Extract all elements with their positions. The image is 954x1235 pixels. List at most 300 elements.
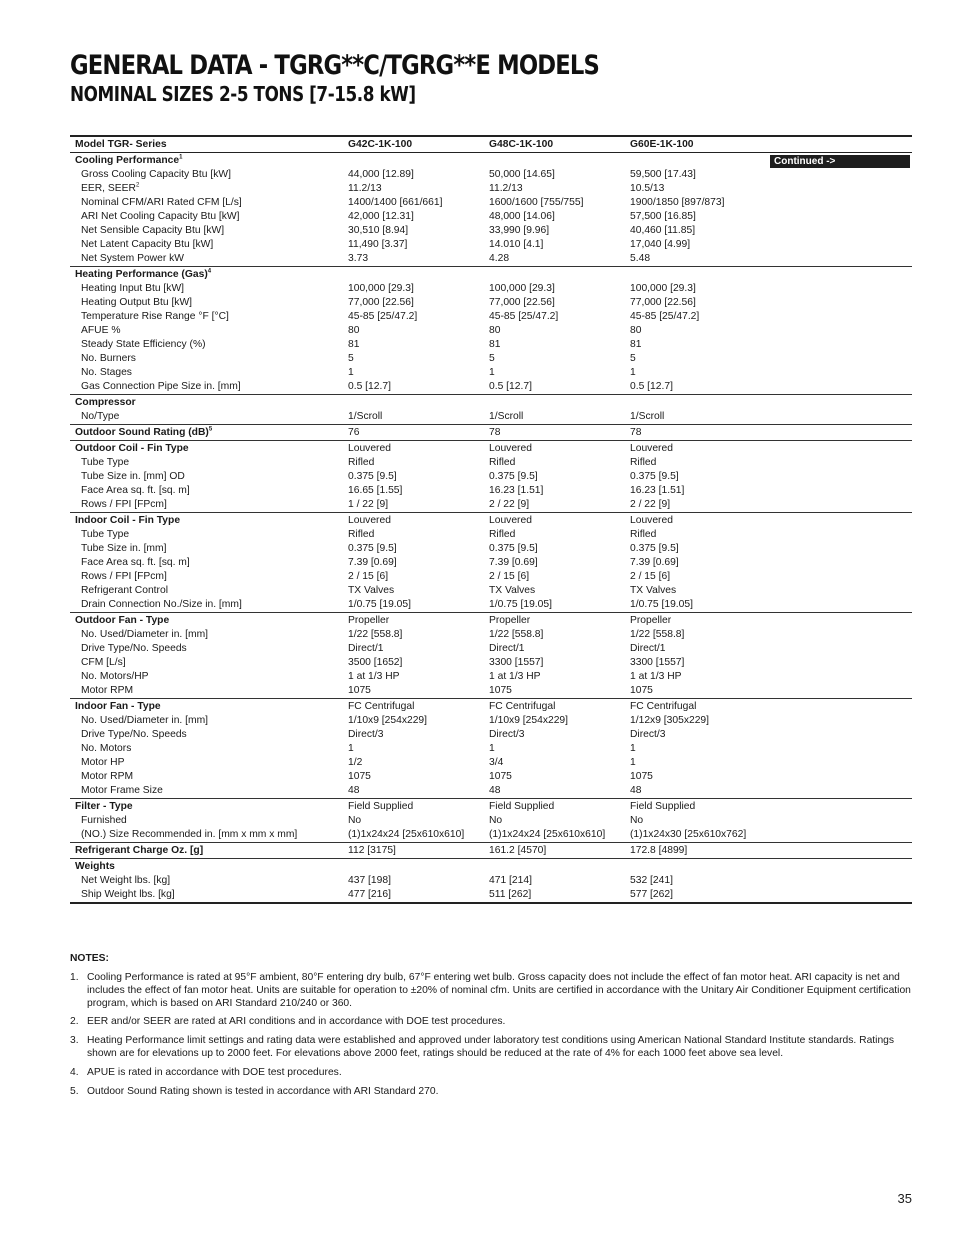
section-value-cell: 161.2 [4570] bbox=[487, 843, 628, 859]
spacer-cell bbox=[768, 310, 912, 324]
section-title-text: Indoor Fan - Type bbox=[75, 701, 161, 712]
row-value-cell: Rifled bbox=[348, 457, 375, 468]
row-value-cell: 0.5 [12.7] bbox=[348, 381, 391, 392]
row-label-text: Motor RPM bbox=[81, 771, 134, 782]
section-value-cell: Louvered bbox=[628, 513, 768, 529]
spacer-cell bbox=[768, 642, 912, 656]
section-header-row bbox=[70, 513, 912, 529]
table-row bbox=[70, 224, 912, 238]
row-value-cell: 77,000 [22.56] bbox=[348, 297, 414, 308]
row-label bbox=[70, 324, 346, 338]
table-row bbox=[70, 484, 912, 498]
row-value-cell: 1 bbox=[489, 743, 495, 754]
row-label-text: Face Area sq. ft. [sq. m] bbox=[81, 557, 190, 568]
section-value-cell: FC Centrifugal bbox=[487, 699, 628, 715]
table-row bbox=[70, 366, 912, 380]
row-value-cell: 1 bbox=[489, 367, 495, 378]
row-value-cell: 11.2/13 bbox=[489, 183, 523, 194]
table-row bbox=[70, 252, 912, 267]
row-value-cell: 1 / 22 [9] bbox=[348, 499, 389, 510]
section-title-text: Refrigerant Charge Oz. [g] bbox=[75, 845, 204, 856]
row-label bbox=[70, 642, 346, 656]
row-value-cell: (1)1x24x24 [25x610x610] bbox=[348, 829, 465, 840]
row-label bbox=[70, 770, 346, 784]
section-value-cell bbox=[628, 267, 768, 283]
row-label-text: Steady State Efficiency (%) bbox=[81, 339, 206, 350]
row-label bbox=[70, 714, 346, 728]
column-header: G42C-1K-100 bbox=[346, 136, 487, 153]
row-value-cell: 1 bbox=[348, 367, 354, 378]
row-value-cell: 1075 bbox=[489, 771, 512, 782]
note-item bbox=[70, 1016, 912, 1029]
row-value-cell: TX Valves bbox=[489, 585, 536, 596]
row-label bbox=[70, 628, 346, 642]
section-header-row bbox=[70, 843, 912, 859]
row-label bbox=[70, 196, 346, 210]
table-row bbox=[70, 168, 912, 182]
spacer-cell bbox=[768, 196, 912, 210]
table-row bbox=[70, 456, 912, 470]
spacer-cell bbox=[768, 380, 912, 395]
spacer-cell bbox=[768, 338, 912, 352]
row-value-cell: 511 [262] bbox=[489, 889, 532, 900]
spacer-cell bbox=[768, 570, 912, 584]
table-row bbox=[70, 470, 912, 484]
spacer-cell bbox=[768, 456, 912, 470]
note-item bbox=[70, 1086, 912, 1099]
row-value-cell: 3.73 bbox=[348, 253, 369, 264]
note-item bbox=[70, 1035, 912, 1061]
row-value-cell: 477 [216] bbox=[348, 889, 391, 900]
footnote-marker: 1 bbox=[179, 154, 183, 161]
row-label bbox=[70, 470, 346, 484]
row-label bbox=[70, 310, 346, 324]
row-value-cell: 81 bbox=[348, 339, 360, 350]
spacer-cell bbox=[768, 814, 912, 828]
row-value-cell: 0.375 [9.5] bbox=[630, 471, 679, 482]
row-label-text: Rows / FPI [FPcm] bbox=[81, 499, 167, 510]
table-row bbox=[70, 196, 912, 210]
table-row bbox=[70, 310, 912, 324]
row-value-cell: Direct/1 bbox=[489, 643, 525, 654]
row-value-cell: (1)1x24x30 [25x610x762] bbox=[630, 829, 747, 840]
row-value-cell: 81 bbox=[630, 339, 642, 350]
row-value-cell: 33,990 [9.96] bbox=[489, 225, 550, 236]
footnote-marker: 5 bbox=[208, 426, 213, 433]
table-row bbox=[70, 670, 912, 684]
section-title-text: Outdoor Sound Rating (dB) bbox=[75, 427, 209, 438]
row-value-cell: 48 bbox=[348, 785, 360, 796]
row-value-cell: 40,460 [11.85] bbox=[630, 225, 696, 236]
row-label bbox=[70, 484, 346, 498]
row-label-text: Net Latent Capacity Btu [kW] bbox=[81, 239, 214, 250]
section-value-cell bbox=[487, 153, 628, 169]
spacer-cell bbox=[768, 484, 912, 498]
row-value-cell: 16.65 [1.55] bbox=[348, 485, 403, 496]
spacer-cell bbox=[768, 584, 912, 598]
row-value-cell: 48 bbox=[630, 785, 642, 796]
note-number: 2. bbox=[70, 1016, 79, 1028]
row-label bbox=[70, 296, 346, 310]
section-value-cell: Propeller bbox=[628, 613, 768, 629]
row-value-cell: Rifled bbox=[489, 529, 516, 540]
section-value-cell: Field Supplied bbox=[628, 799, 768, 815]
section-value-cell bbox=[346, 267, 487, 283]
spacer-cell bbox=[768, 282, 912, 296]
row-label bbox=[70, 828, 346, 843]
row-value-cell: Rifled bbox=[489, 457, 516, 468]
section-value-cell: Field Supplied bbox=[487, 799, 628, 815]
section-title-text: Cooling Performance bbox=[75, 155, 180, 166]
spacer-cell bbox=[768, 888, 912, 903]
row-label-text: No. Used/Diameter in. [mm] bbox=[81, 629, 209, 640]
table-row bbox=[70, 756, 912, 770]
table-row bbox=[70, 282, 912, 296]
row-value-cell: 1 at 1/3 HP bbox=[630, 671, 682, 682]
row-value-cell: 1 bbox=[630, 757, 636, 768]
row-label-text: No. Motors bbox=[81, 743, 132, 754]
row-label-text: Tube Type bbox=[81, 529, 130, 540]
section-value-cell: Propeller bbox=[346, 613, 487, 629]
spacer-cell bbox=[768, 656, 912, 670]
row-value-cell: 7.39 [0.69] bbox=[348, 557, 397, 568]
row-label bbox=[70, 556, 346, 570]
spacer-cell bbox=[768, 843, 912, 859]
column-header: Model TGR- Series bbox=[70, 136, 346, 153]
section-header-row bbox=[70, 153, 912, 169]
spacer-cell bbox=[768, 742, 912, 756]
row-label-text: Tube Size in. [mm] bbox=[81, 543, 167, 554]
row-value-cell: 1/Scroll bbox=[489, 411, 524, 422]
section-header-row bbox=[70, 613, 912, 629]
row-label-text: No. Stages bbox=[81, 367, 132, 378]
row-label-text: Temperature Rise Range °F [°C] bbox=[81, 311, 229, 322]
row-label-text: Motor HP bbox=[81, 757, 125, 768]
section-title-text: Indoor Coil - Fin Type bbox=[75, 515, 181, 526]
table-row bbox=[70, 874, 912, 888]
section-title-text: Compressor bbox=[75, 397, 136, 408]
spacer-cell bbox=[768, 470, 912, 484]
table-row bbox=[70, 784, 912, 799]
row-value-cell: 1 bbox=[630, 743, 636, 754]
section-value-cell: 112 [3175] bbox=[346, 843, 487, 859]
table-row bbox=[70, 628, 912, 642]
row-label bbox=[70, 282, 346, 296]
row-label-text: Motor RPM bbox=[81, 685, 134, 696]
table-row bbox=[70, 498, 912, 513]
spacer-cell bbox=[768, 366, 912, 380]
section-title bbox=[70, 513, 346, 529]
row-label bbox=[70, 684, 346, 699]
row-value-cell: 1/10x9 [254x229] bbox=[489, 715, 569, 726]
table-row bbox=[70, 182, 912, 196]
row-label bbox=[70, 182, 346, 196]
section-header-row bbox=[70, 395, 912, 411]
row-value-cell: 1/0.75 [19.05] bbox=[348, 599, 411, 610]
section-title bbox=[70, 425, 346, 441]
row-value-cell: 1400/1400 [661/661] bbox=[348, 197, 443, 208]
section-value-cell bbox=[487, 395, 628, 411]
spacer-cell bbox=[768, 728, 912, 742]
row-value-cell: 5 bbox=[630, 353, 636, 364]
row-label bbox=[70, 584, 346, 598]
spacer-cell bbox=[768, 252, 912, 267]
row-label-text: Net Weight lbs. [kg] bbox=[81, 875, 171, 886]
row-value-cell: 3500 [1652] bbox=[348, 657, 403, 668]
table-row bbox=[70, 238, 912, 252]
spacer-cell bbox=[768, 395, 912, 411]
note-item bbox=[70, 972, 912, 1010]
row-label-text: No. Burners bbox=[81, 353, 136, 364]
spacer-cell bbox=[768, 628, 912, 642]
table-row bbox=[70, 742, 912, 756]
row-value-cell: 48,000 [14.06] bbox=[489, 211, 555, 222]
row-value-cell: 59,500 [17.43] bbox=[630, 169, 696, 180]
spacer-cell bbox=[768, 352, 912, 366]
table-row bbox=[70, 828, 912, 843]
row-value-cell: 0.5 [12.7] bbox=[489, 381, 532, 392]
row-value-cell: 0.375 [9.5] bbox=[348, 543, 397, 554]
section-value-cell bbox=[628, 395, 768, 411]
row-label bbox=[70, 728, 346, 742]
section-value-cell: FC Centrifugal bbox=[346, 699, 487, 715]
spacer-cell bbox=[768, 598, 912, 613]
row-value-cell: 100,000 [29.3] bbox=[489, 283, 555, 294]
table-row bbox=[70, 324, 912, 338]
row-label bbox=[70, 814, 346, 828]
row-value-cell: 3300 [1557] bbox=[630, 657, 685, 668]
section-value-cell: Louvered bbox=[346, 441, 487, 457]
row-label bbox=[70, 670, 346, 684]
row-value-cell: 1900/1850 [897/873] bbox=[630, 197, 725, 208]
table-row bbox=[70, 714, 912, 728]
row-value-cell: 5 bbox=[489, 353, 495, 364]
row-value-cell: 577 [262] bbox=[630, 889, 673, 900]
row-value-cell: 11,490 [3.37] bbox=[348, 239, 408, 250]
spacer-cell bbox=[768, 613, 912, 629]
section-header-row bbox=[70, 859, 912, 875]
row-value-cell: 1 at 1/3 HP bbox=[489, 671, 541, 682]
row-label-text: No/Type bbox=[81, 411, 120, 422]
row-label-text: Drive Type/No. Speeds bbox=[81, 729, 187, 740]
spacer-cell bbox=[768, 296, 912, 310]
row-value-cell: 17,040 [4.99] bbox=[630, 239, 691, 250]
row-value-cell: 48 bbox=[489, 785, 501, 796]
row-value-cell: 5.48 bbox=[630, 253, 651, 264]
row-value-cell: 45-85 [25/47.2] bbox=[630, 311, 700, 322]
row-label bbox=[70, 874, 346, 888]
row-label bbox=[70, 224, 346, 238]
table-row bbox=[70, 598, 912, 613]
spacer-cell bbox=[768, 410, 912, 425]
table-row bbox=[70, 584, 912, 598]
note-number: 4. bbox=[70, 1066, 79, 1078]
spacer-cell bbox=[768, 756, 912, 770]
row-value-cell: 1/0.75 [19.05] bbox=[630, 599, 693, 610]
row-value-cell: 3/4 bbox=[489, 757, 504, 768]
row-value-cell: 1/22 [558.8] bbox=[489, 629, 544, 640]
table-row bbox=[70, 352, 912, 366]
section-value-cell: Propeller bbox=[487, 613, 628, 629]
row-value-cell: 2 / 22 [9] bbox=[489, 499, 530, 510]
table-row bbox=[70, 814, 912, 828]
row-label bbox=[70, 410, 346, 425]
row-value-cell: 44,000 [12.89] bbox=[348, 169, 414, 180]
section-header-row bbox=[70, 267, 912, 283]
row-value-cell: 1075 bbox=[348, 685, 371, 696]
notes-heading: NOTES: bbox=[70, 953, 109, 964]
spacer-cell bbox=[768, 684, 912, 699]
note-number: 1. bbox=[70, 972, 79, 983]
row-label-text: Motor Frame Size bbox=[81, 785, 163, 796]
section-value-cell: 76 bbox=[346, 425, 487, 441]
table-row bbox=[70, 684, 912, 699]
row-value-cell: Direct/3 bbox=[489, 729, 525, 740]
row-value-cell: No bbox=[630, 815, 644, 826]
section-title bbox=[70, 153, 346, 169]
row-value-cell: 1 at 1/3 HP bbox=[348, 671, 400, 682]
note-text: APUE is rated in accordance with DOE test procedures. bbox=[87, 1066, 342, 1078]
row-value-cell: 1/0.75 [19.05] bbox=[489, 599, 552, 610]
row-label bbox=[70, 598, 346, 613]
row-value-cell: 2 / 15 [6] bbox=[630, 571, 671, 582]
spacer-cell bbox=[768, 324, 912, 338]
row-label-text: Heating Input Btu [kW] bbox=[81, 283, 185, 294]
row-value-cell: 81 bbox=[489, 339, 501, 350]
row-value-cell: Rifled bbox=[348, 529, 375, 540]
note-text: Heating Performance limit settings and rating data were established and approved under laboratory test conditions using American National Standard Institute standards. Ratings shown are for elevations up to 2000 feet. For elevations above 2000 feet, ratings should be reduced at the rate of 4% for each 1000 feet above sea level. bbox=[87, 1035, 895, 1059]
row-value-cell: 42,000 [12.31] bbox=[348, 211, 414, 222]
spacer-cell bbox=[768, 224, 912, 238]
row-value-cell: 80 bbox=[348, 325, 360, 336]
section-value-cell bbox=[487, 267, 628, 283]
row-value-cell: 437 [198] bbox=[348, 875, 391, 886]
note-item bbox=[70, 1067, 912, 1080]
row-label-text: (NO.) Size Recommended in. [mm x mm x mm] bbox=[81, 829, 298, 840]
row-value-cell: 1/Scroll bbox=[630, 411, 665, 422]
row-label bbox=[70, 252, 346, 267]
row-value-cell: (1)1x24x24 [25x610x610] bbox=[489, 829, 606, 840]
row-label-text: Nominal CFM/ARI Rated CFM [L/s] bbox=[81, 197, 242, 208]
page-subtitle: NOMINAL SIZES 2-5 TONS [7-15.8 kW] bbox=[70, 82, 416, 106]
row-value-cell: 1 bbox=[630, 367, 636, 378]
note-text: Outdoor Sound Rating shown is tested in accordance with ARI Standard 270. bbox=[87, 1085, 439, 1097]
table-row bbox=[70, 542, 912, 556]
spacer-cell bbox=[768, 714, 912, 728]
row-value-cell: 100,000 [29.3] bbox=[348, 283, 414, 294]
continued-badge: Continued -> bbox=[770, 155, 910, 168]
table-row bbox=[70, 770, 912, 784]
column-header-spacer bbox=[768, 136, 912, 153]
section-value-cell bbox=[628, 859, 768, 875]
row-label bbox=[70, 498, 346, 513]
row-value-cell: 16.23 [1.51] bbox=[489, 485, 544, 496]
row-value-cell: 4.28 bbox=[489, 253, 510, 264]
note-text: EER and/or SEER are rated at ARI conditions and in accordance with DOE test procedures. bbox=[87, 1016, 506, 1028]
table-row bbox=[70, 338, 912, 352]
spacer-cell bbox=[768, 670, 912, 684]
row-value-cell: 2 / 22 [9] bbox=[630, 499, 671, 510]
row-value-cell: 1075 bbox=[630, 771, 653, 782]
section-header-row bbox=[70, 799, 912, 815]
row-value-cell: 0.375 [9.5] bbox=[348, 471, 397, 482]
row-value-cell: 80 bbox=[630, 325, 642, 336]
spacer-cell bbox=[768, 182, 912, 196]
spacer-cell bbox=[768, 784, 912, 799]
note-number: 3. bbox=[70, 1035, 79, 1047]
row-label-text: ARI Net Cooling Capacity Btu [kW] bbox=[81, 211, 240, 222]
spacer-cell bbox=[768, 153, 912, 169]
row-value-cell: 1/22 [558.8] bbox=[630, 629, 685, 640]
row-label-text: Tube Type bbox=[81, 457, 130, 468]
table-row bbox=[70, 888, 912, 903]
row-label-text: Net System Power kW bbox=[81, 253, 184, 264]
row-value-cell: No bbox=[348, 815, 362, 826]
row-value-cell: 1/2 bbox=[348, 757, 363, 768]
row-value-cell: 57,500 [16.85] bbox=[630, 211, 696, 222]
row-value-cell: 77,000 [22.56] bbox=[630, 297, 696, 308]
row-label-text: CFM [L/s] bbox=[81, 657, 126, 668]
table-row bbox=[70, 656, 912, 670]
table-row bbox=[70, 528, 912, 542]
row-label-text: Rows / FPI [FPcm] bbox=[81, 571, 167, 582]
section-title bbox=[70, 859, 346, 875]
column-header: G60E-1K-100 bbox=[628, 136, 768, 153]
row-label-text: Drive Type/No. Speeds bbox=[81, 643, 187, 654]
row-value-cell: 0.375 [9.5] bbox=[489, 471, 538, 482]
row-label-text: Net Sensible Capacity Btu [kW] bbox=[81, 225, 225, 236]
row-value-cell: 1075 bbox=[348, 771, 371, 782]
spacer-cell bbox=[768, 513, 912, 529]
spacer-cell bbox=[768, 699, 912, 715]
table-row bbox=[70, 296, 912, 310]
section-title-text: Filter - Type bbox=[75, 801, 133, 812]
row-value-cell: 0.5 [12.7] bbox=[630, 381, 673, 392]
row-label bbox=[70, 784, 346, 799]
row-label bbox=[70, 570, 346, 584]
row-value-cell: 16.23 [1.51] bbox=[630, 485, 685, 496]
section-title bbox=[70, 441, 346, 457]
row-label-text: Gas Connection Pipe Size in. [mm] bbox=[81, 381, 241, 392]
row-value-cell: 45-85 [25/47.2] bbox=[348, 311, 418, 322]
row-value-cell: 1075 bbox=[489, 685, 512, 696]
section-value-cell: Louvered bbox=[628, 441, 768, 457]
spacer-cell bbox=[768, 859, 912, 875]
row-value-cell: 1/10x9 [254x229] bbox=[348, 715, 428, 726]
spacer-cell bbox=[768, 799, 912, 815]
column-header: G48C-1K-100 bbox=[487, 136, 628, 153]
row-label bbox=[70, 656, 346, 670]
row-value-cell: 471 [214] bbox=[489, 875, 532, 886]
row-value-cell: 77,000 [22.56] bbox=[489, 297, 555, 308]
row-value-cell: 1/22 [558.8] bbox=[348, 629, 403, 640]
section-header-row bbox=[70, 441, 912, 457]
row-label bbox=[70, 542, 346, 556]
row-value-cell: No bbox=[489, 815, 503, 826]
row-label bbox=[70, 210, 346, 224]
section-value-cell bbox=[346, 859, 487, 875]
row-label-text: Ship Weight lbs. [kg] bbox=[81, 889, 175, 900]
row-label bbox=[70, 352, 346, 366]
section-title bbox=[70, 799, 346, 815]
table-row bbox=[70, 210, 912, 224]
table-row bbox=[70, 556, 912, 570]
section-value-cell: 78 bbox=[487, 425, 628, 441]
row-value-cell: Direct/1 bbox=[630, 643, 666, 654]
footnote-marker: 4 bbox=[207, 268, 212, 275]
row-value-cell: 30,510 [8.94] bbox=[348, 225, 409, 236]
spacer-cell bbox=[768, 828, 912, 843]
